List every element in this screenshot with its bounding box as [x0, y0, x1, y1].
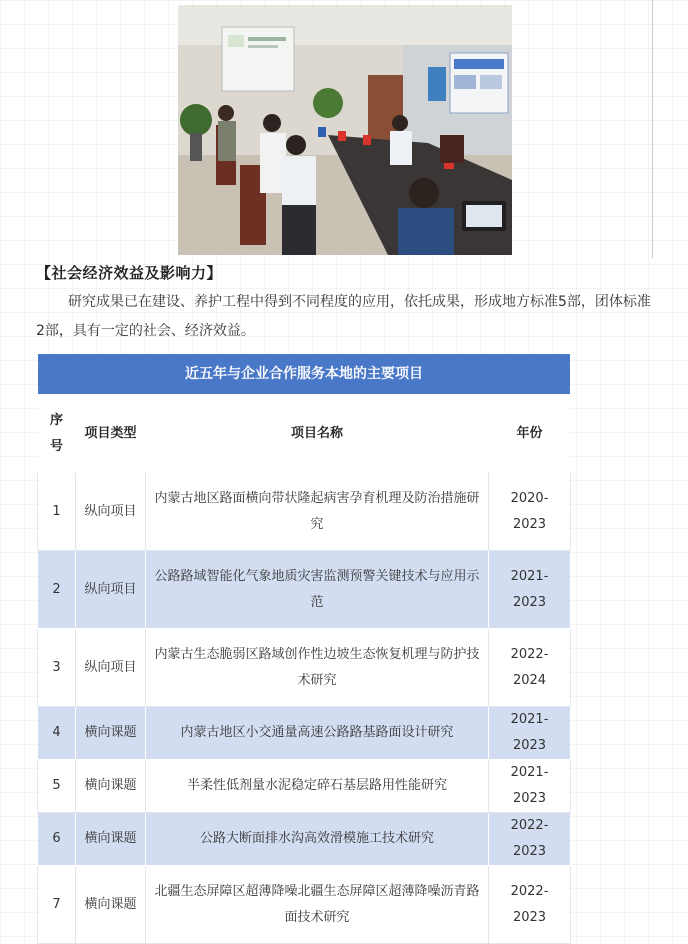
row-seq: 2: [38, 551, 76, 629]
row-name: 北疆生态屏障区超薄降噪北疆生态屏障区超薄降噪沥青路面技术研究: [146, 866, 489, 944]
row-year: 2020-2023: [489, 473, 571, 551]
row-type: 横向课题: [76, 707, 146, 760]
row-type: 横向课题: [76, 866, 146, 944]
row-seq: 4: [38, 707, 76, 760]
header-seq: 序号: [38, 395, 76, 473]
header-type: 项目类型: [76, 395, 146, 473]
row-year: 2022-2024: [489, 629, 571, 707]
row-year: 2022-2023: [489, 866, 571, 944]
table-row: [38, 551, 571, 629]
section-heading: 【社会经济效益及影响力】: [36, 264, 223, 282]
meeting-photo-illustration: [178, 5, 512, 255]
row-type: 纵向项目: [76, 551, 146, 629]
row-name: 内蒙古生态脆弱区路域创作性边坡生态恢复机理与防护技术研究: [146, 629, 489, 707]
table-row: [38, 473, 571, 551]
row-seq: 3: [38, 629, 76, 707]
row-seq: 1: [38, 473, 76, 551]
row-type: 纵向项目: [76, 473, 146, 551]
row-seq: 7: [38, 866, 76, 944]
row-name: 半柔性低剂量水泥稳定碎石基层路用性能研究: [146, 760, 489, 813]
row-name: 内蒙古地区路面横向带状隆起病害孕育机理及防治措施研究: [146, 473, 489, 551]
table-row: [38, 707, 571, 760]
table-title: 近五年与企业合作服务本地的主要项目: [38, 354, 571, 395]
table-row: [38, 813, 571, 866]
row-seq: 6: [38, 813, 76, 866]
header-name: 项目名称: [146, 395, 489, 473]
row-year: 2021-2023: [489, 760, 571, 813]
row-type: 纵向项目: [76, 629, 146, 707]
row-year: 2021-2023: [489, 551, 571, 629]
page-edge-rule: [652, 0, 653, 258]
table-row: [38, 866, 571, 944]
projects-table: [37, 353, 571, 944]
header-year: 年份: [489, 395, 571, 473]
row-year: 2022-2023: [489, 813, 571, 866]
meeting-photo: [178, 5, 512, 255]
row-type: 横向课题: [76, 760, 146, 813]
table-row: [38, 629, 571, 707]
row-name: 公路路域智能化气象地质灾害监测预警关键技术与应用示范: [146, 551, 489, 629]
row-year: 2021-2023: [489, 707, 571, 760]
row-type: 横向课题: [76, 813, 146, 866]
row-name: 内蒙古地区小交通量高速公路路基路面设计研究: [146, 707, 489, 760]
row-name: 公路大断面排水沟高效滑模施工技术研究: [146, 813, 489, 866]
section-paragraph: 研究成果已在建设、养护工程中得到不同程度的应用，依托成果，形成地方标准5部，团体标准2部，具有一定的社会、经济效益。: [36, 294, 651, 339]
row-seq: 5: [38, 760, 76, 813]
table-row: [38, 760, 571, 813]
